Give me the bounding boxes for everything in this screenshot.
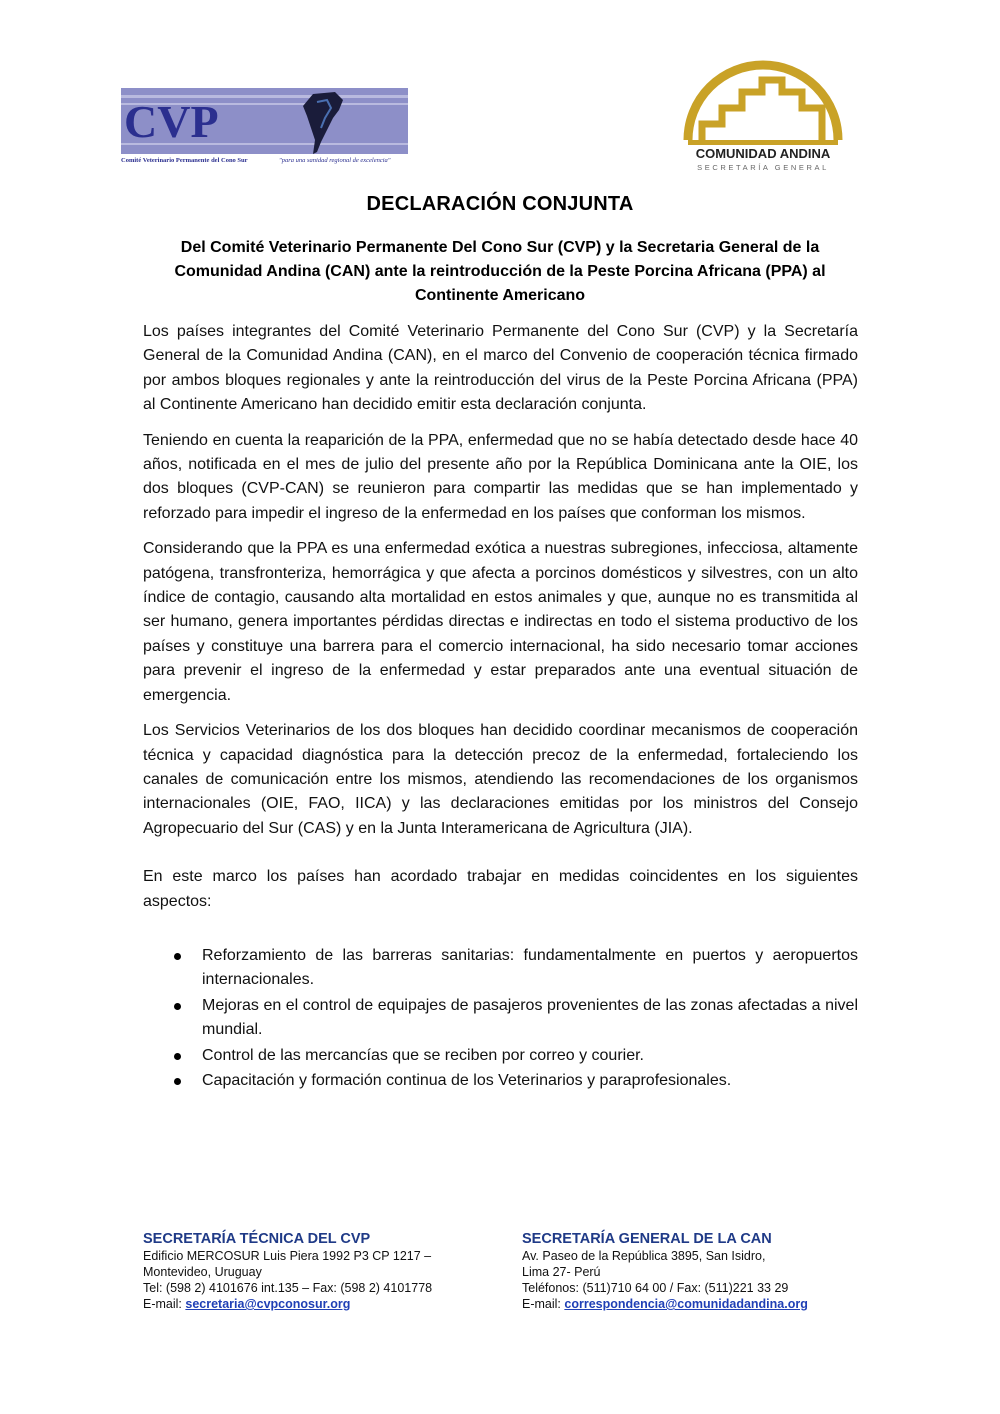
phone-line: Tel: (598 2) 4101676 int.135 – Fax: (598 2) 4101778 bbox=[143, 1281, 433, 1295]
list-item bbox=[143, 994, 858, 1043]
cvp-email-link[interactable]: secretaria@cvpconosur.org bbox=[185, 1297, 351, 1311]
address-line: Edificio MERCOSUR Luis Piera 1992 P3 CP 1217 – bbox=[143, 1249, 432, 1263]
email-line bbox=[143, 1296, 503, 1312]
footer-cvp-contact bbox=[143, 1231, 503, 1312]
list-item-text: Capacitación y formación continua de los Veterinarios y paraprofesionales. bbox=[202, 1071, 732, 1089]
bullet-icon bbox=[174, 1053, 181, 1060]
bullet-icon bbox=[174, 953, 181, 960]
email-line bbox=[522, 1296, 882, 1312]
list-item-text: Reforzamiento de las barreras sanitarias: fundamentalmente en puertos y aeropuertos internacionales. bbox=[202, 946, 858, 989]
document-title: DECLARACIÓN CONJUNTA bbox=[366, 193, 634, 215]
address-line: Lima 27- Perú bbox=[522, 1265, 601, 1279]
list-item-text: Mejoras en el control de equipajes de pasajeros provenientes de las zonas afectadas a nivel mundial. bbox=[202, 996, 858, 1039]
paragraph: Teniendo en cuenta la reaparición de la PPA, enfermedad que no se había detectado desde hace 40 años, notificada en el mes de julio del presente año por la República Dominicana ante la OIE, los dos bloques (CVP-CAN) se reunieron para compartir las medidas que se han implementado y reforzado para impedir el ingreso de la enfermedad en los países que conforman los mismos. bbox=[143, 431, 858, 522]
can-email-link[interactable]: correspondencia@comunidadandina.org bbox=[564, 1297, 808, 1311]
footer-heading: SECRETARÍA GENERAL DE LA CAN bbox=[522, 1231, 772, 1247]
list-item-text: Control de las mercancías que se reciben por correo y courier. bbox=[202, 1046, 644, 1064]
paragraph: Los Servicios Veterinarios de los dos bloques han decidido coordinar mecanismos de cooperación técnica y capacidad diagnóstica para la detección precoz de la enfermedad, fortaleciendo los canales de comunicación entre los mismos, atendiendo las recomendaciones de los organismos internacionales (OIE, FAO, IICA) y las declaraciones emitidas por los ministros del Consejo Agropecuario del Sur (CAS) y en la Junta Interamericana de Agricultura (JIA). bbox=[143, 722, 858, 837]
list-item bbox=[143, 1044, 858, 1068]
cvp-logo bbox=[121, 88, 408, 168]
measures-list bbox=[143, 944, 858, 1093]
paragraph: Considerando que la PPA es una enfermedad exótica a nuestras subregiones, infecciosa, altamente patógena, transfronteriza, hemorrágica y que afecta a porcinos domésticos y silvestres, con un alto índice de contagio, causando alta mortalidad en estos animales y que, aunque no es transmitida al ser humano, genera importantes pérdidas directas e indirectas en todo el sistema productivo de los países y constituye una barrera para el comercio internacional, ha sido necesario tomar acciones para prevenir el ingreso de la enfermedad y estar preparados ante una eventual situación de emergencia. bbox=[143, 540, 858, 704]
document-body bbox=[143, 320, 858, 1094]
list-item bbox=[143, 1069, 858, 1093]
bullet-icon bbox=[174, 1003, 181, 1010]
cvp-logo-tagline-motto: "para una sanidad regional de excelencia" bbox=[279, 157, 391, 164]
email-label: E-mail: bbox=[143, 1297, 186, 1311]
phone-line: Teléfonos: (511)710 64 00 / Fax: (511)221 33 29 bbox=[522, 1281, 789, 1295]
address-line: Av. Paseo de la República 3895, San Isidro, bbox=[522, 1249, 766, 1263]
can-logo bbox=[682, 60, 844, 175]
cvp-logo-tagline-name: Comité Veterinario Permanente del Cono Sur bbox=[121, 157, 248, 164]
bullet-icon bbox=[174, 1078, 181, 1085]
document-subtitle: Del Comité Veterinario Permanente Del Cono Sur (CVP) y la Secretaria General de la Comunidad Andina (CAN) ante la reintroducción de la Peste Porcina Africana (PPA) al Continente Americano bbox=[174, 239, 826, 304]
paragraph: En este marco los países han acordado trabajar en medidas coincidentes en los siguientes aspectos: bbox=[143, 868, 858, 910]
paragraph: Los países integrantes del Comité Veterinario Permanente del Cono Sur (CVP) y la Secretaría General de la Comunidad Andina (CAN), en el marco del Convenio de cooperación técnica firmado por ambos bloques regionales y ante la reintroducción del virus de la Peste Porcina Africana (PPA) al Continente Americano han decidido emitir esta declaración conjunta. bbox=[143, 323, 858, 414]
can-logo-name: COMUNIDAD ANDINA bbox=[695, 146, 831, 161]
cvp-logo-text: CVP bbox=[124, 96, 219, 147]
list-item bbox=[143, 944, 858, 993]
email-label: E-mail: bbox=[522, 1297, 565, 1311]
footer-heading: SECRETARÍA TÉCNICA DEL CVP bbox=[143, 1231, 371, 1247]
can-logo-subtitle: SECRETARÍA GENERAL bbox=[697, 163, 829, 172]
address-line: Montevideo, Uruguay bbox=[143, 1265, 262, 1279]
footer-can-contact bbox=[522, 1231, 882, 1312]
